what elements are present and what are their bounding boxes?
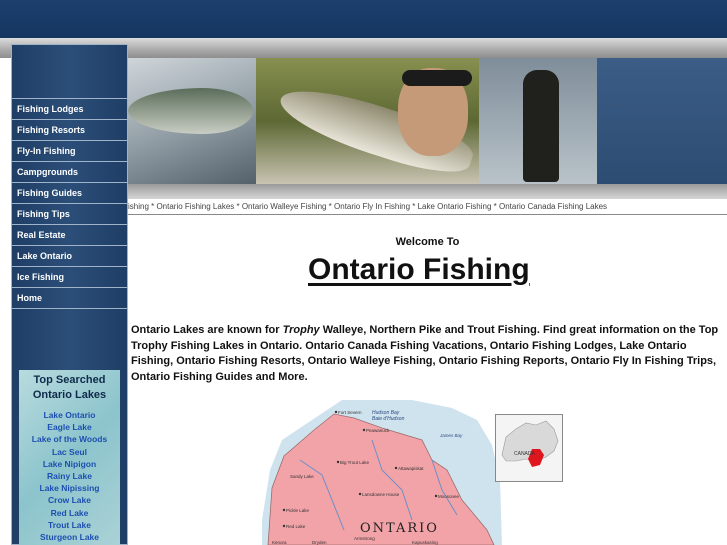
lake-link-lake-nipigon[interactable]: Lake Nipigon [42,458,97,469]
map-dot [363,429,365,431]
lake-link-eagle-lake[interactable]: Eagle Lake [47,422,92,433]
map-place-3: Sandy Lake [290,474,314,479]
nav-campgrounds[interactable]: Campgrounds [11,161,128,182]
map-hudson-bay-label: Hudson Bay [372,410,400,416]
ontario-map [262,400,502,545]
top-lakes-heading-line1: Top Searched [33,374,106,386]
top-header-bar [0,0,727,38]
map-place-6: Moosonee [438,494,460,499]
map-dot [395,467,397,469]
keyword-ticker: ishing * Ontario Fishing Lakes * Ontario Walleye Fishing * Ontario Fly In Fishing * Lake Ontario Fishing * Ontario Canada Fishing Lakes [128,202,727,215]
lake-link-rainy-lake[interactable]: Rainy Lake [47,471,92,482]
map-place-5: Lansdowne House [362,492,400,497]
map-place-2: Big Trout Lake [340,460,370,465]
intro-text-rest: Walleye, Northern Pike and Trout Fishing. Find great information on the Top Trophy Fishing Lakes in Ontario. Ontario Canada Fishing Vacations, Ontario Fishing Lodges, Lake Ontario Fishing, Ontario Fishing Resorts, Ontario Walleye Fishing, Ontario Fishing Reports, Ontario Fly In Fishing Trips, Ontario Fishing Guides and More. [131,324,719,383]
map-dot [283,509,285,511]
banner-bottom-bar [128,184,727,199]
map-james-bay-label: James Bay [440,433,463,438]
lake-link-sturgeon-lake[interactable]: Sturgeon Lake [39,532,100,543]
intro-italic-word: Trophy [282,324,320,336]
map-place-9: Armstrong [354,536,375,541]
welcome-text: Welcome To [395,236,460,248]
lake-link-lake-ontario[interactable]: Lake Ontario [43,410,96,420]
nav-fly-in-fishing[interactable]: Fly-In Fishing [11,140,128,161]
map-dot [283,525,285,527]
map-ontario-label: ONTARIO [360,521,439,536]
intro-text-start: Ontario Lakes are known for [131,324,283,336]
lake-link-crow-lake[interactable]: Crow Lake [48,495,91,506]
map-place-8: Pickle Lake [286,508,310,513]
nav-fishing-tips[interactable]: Fishing Tips [11,203,128,224]
lake-link-lake-of-the-woods[interactable]: Lake of the Woods [31,434,108,445]
map-dot [335,411,337,413]
map-place-7: Red Lake [286,524,306,529]
lake-link-trout-lake[interactable]: Trout Lake [48,519,91,530]
nav-lake-ontario[interactable]: Lake Ontario [11,245,128,266]
nav-fishing-guides[interactable]: Fishing Guides [11,182,128,203]
nav-ice-fishing[interactable]: Ice Fishing [11,266,128,287]
map-place-10: Kapuskasing [412,540,438,545]
nav-fishing-lodges[interactable]: Fishing Lodges [11,98,128,119]
inset-canada-label: CANADA [514,451,535,457]
map-place-4: Attawapiskat [398,466,424,471]
map-dot [337,461,339,463]
top-lakes-heading [19,373,120,403]
header-banner-photos [128,58,727,184]
map-hudson-bay-sub-label: Baie d'Hudson [372,416,405,422]
nav-home[interactable]: Home [11,287,128,309]
map-place-11: Dryden [312,540,327,545]
silhouette-angler-image [523,70,559,182]
map-place-12: Kenora [272,540,287,545]
map-dot [435,495,437,497]
map-place-0: Fort Severn [338,410,362,415]
top-lakes-heading-line2: Ontario Lakes [32,389,107,401]
page-title: Ontario Fishing [308,253,530,286]
lake-link-red-lake[interactable]: Red Lake [50,507,89,518]
lake-link-lake-nipissing[interactable]: Lake Nipissing [39,483,100,494]
map-dot [359,493,361,495]
nav-real-estate[interactable]: Real Estate [11,224,128,245]
map-place-1: Peawanuck [366,428,390,433]
pike-fish-image [128,88,253,134]
nav-fishing-resorts[interactable]: Fishing Resorts [11,119,128,140]
canada-inset-map [495,414,563,482]
sunglasses-image [402,70,472,86]
sidebar-nav [11,98,128,309]
banner-photo-blue [597,58,727,184]
top-lakes-box [19,370,120,545]
banner-photo-pike [128,58,256,184]
intro-paragraph [131,323,727,385]
lake-link-lac-seul[interactable]: Lac Seul [52,446,87,457]
